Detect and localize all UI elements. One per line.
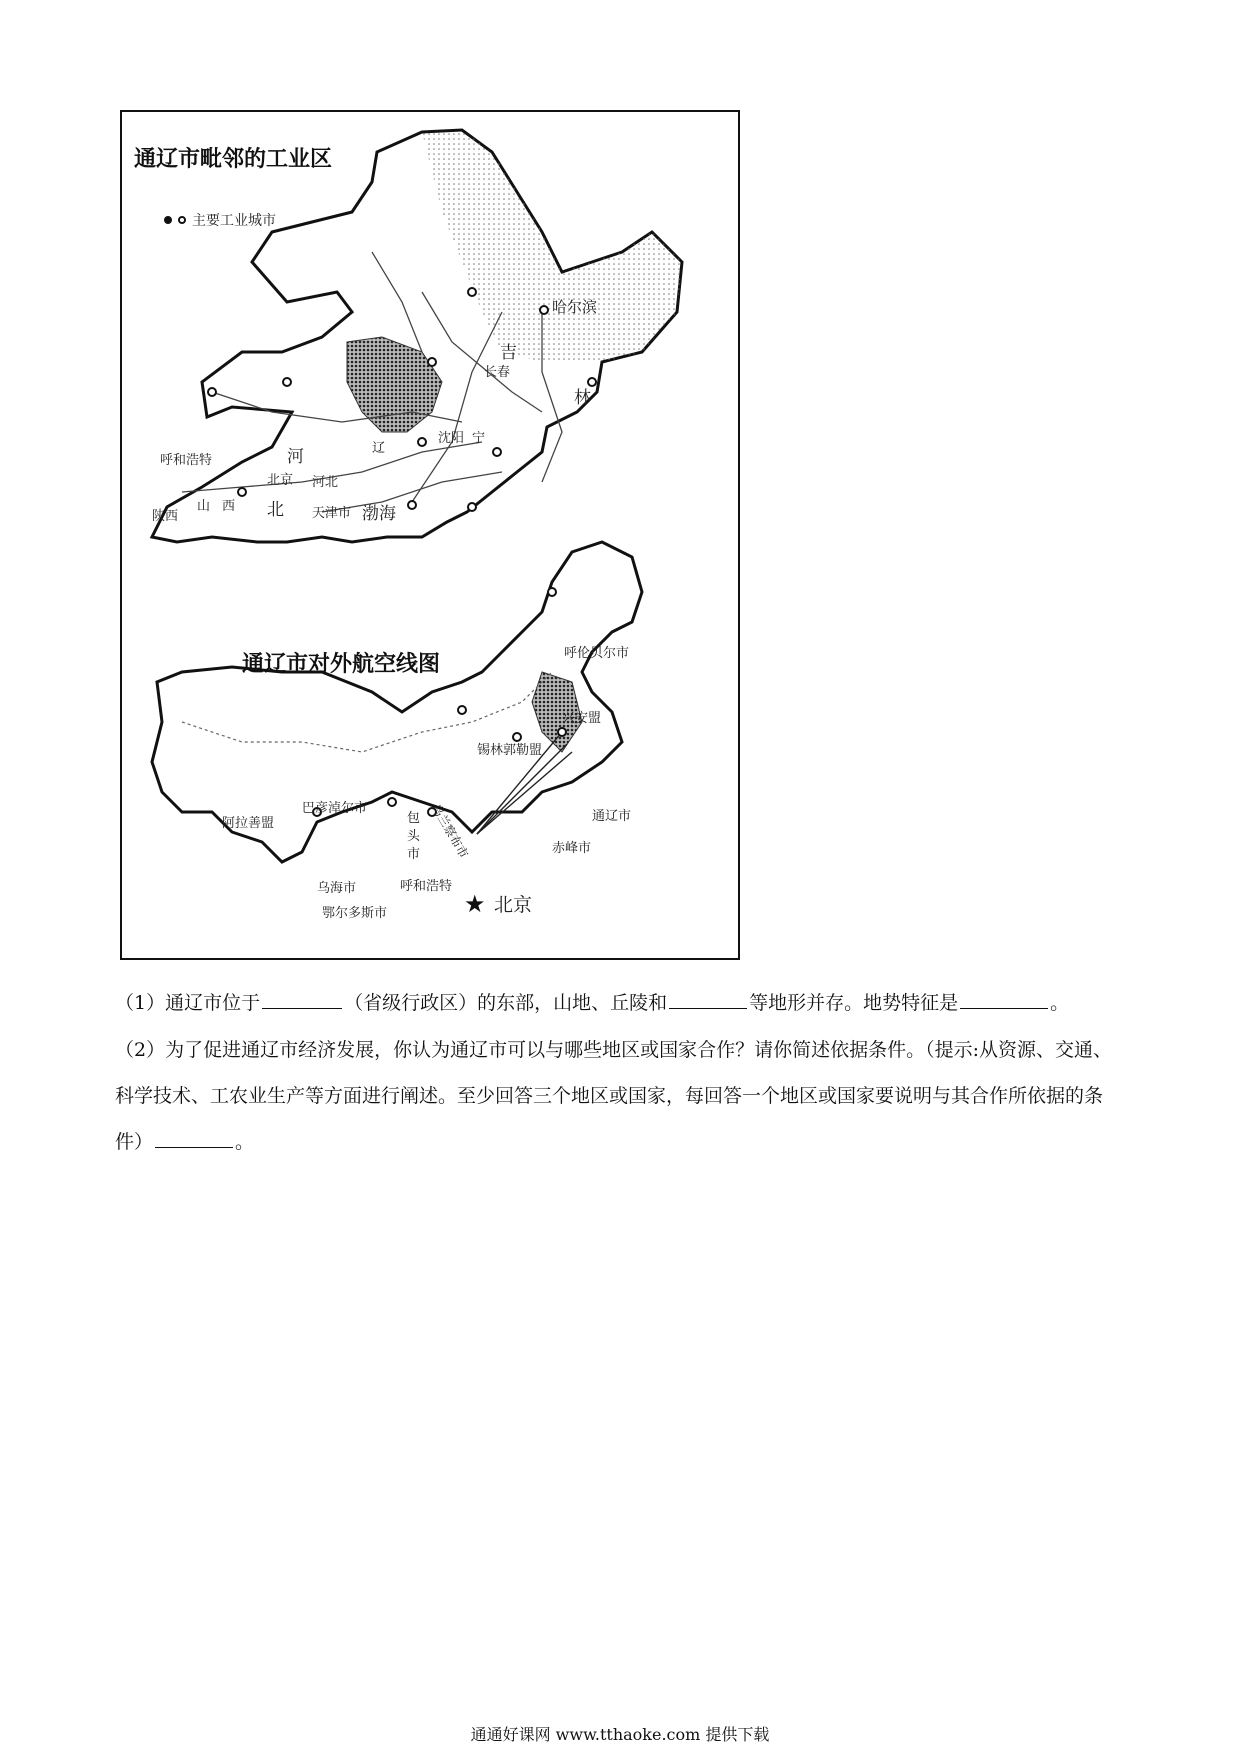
label-tou: 头: [407, 829, 421, 844]
q1-text-d: 。: [1050, 992, 1070, 1014]
map-figure: [120, 110, 740, 960]
label-alxa: 阿拉善盟: [222, 816, 275, 831]
label-xilingol: 锡林郭勒盟: [477, 743, 543, 758]
q1-blank-province[interactable]: [262, 986, 342, 1009]
label-shenyang: 沈阳: [438, 431, 465, 446]
city-markers-bottom: [313, 588, 566, 816]
label-bayannur: 巴彦淖尔市: [302, 801, 368, 816]
q2-text-b: 。: [235, 1131, 255, 1153]
label-tongliao: 通辽市: [592, 809, 632, 824]
label-hebei: 河北: [312, 475, 339, 490]
bottom-map-title: 通辽市对外航空线图: [242, 652, 441, 677]
label-wuhai: 乌海市: [317, 881, 357, 896]
label-ning: 宁: [472, 431, 486, 446]
inner-border: [182, 672, 552, 752]
q2-text-a: （2）为了促进通辽市经济发展，你认为通辽市可以与哪些地区或国家合作？请你简述依据条件。（提示:从资源、交通、科学技术、工农业生产等方面进行阐述。至少回答三个地区或国家，每回答一个地区或国家要说明与其合作所依据的条件）: [115, 1039, 1112, 1153]
label-beijing-bottom: 北京: [494, 894, 533, 916]
label-bao: 包: [407, 811, 421, 826]
map-drawing: [122, 112, 738, 958]
beijing-star-icon: ★: [464, 890, 486, 918]
label-shi: 市: [407, 847, 421, 862]
label-bei: 北: [267, 500, 284, 520]
legend-label: 主要工业城市: [192, 213, 276, 229]
label-hohhot-top: 呼和浩特: [160, 453, 213, 468]
question-1: [115, 980, 1130, 1026]
top-map-title: 通辽市毗邻的工业区: [134, 147, 333, 172]
label-harbin: 哈尔滨: [552, 298, 598, 316]
label-shan: 山: [197, 499, 211, 514]
label-beijing-top: 北京: [267, 473, 294, 488]
q1-text-a: （1）通辽市位于: [115, 992, 261, 1014]
question-2: [115, 1027, 1130, 1165]
label-xi: 西: [222, 499, 236, 514]
label-xinganmeng: 兴安盟: [562, 711, 602, 726]
label-ulanqab: 乌兰察布市: [428, 801, 471, 861]
heilongjiang-shaded-area: [422, 130, 682, 362]
label-shaanxi: 陕西: [152, 509, 179, 524]
label-changchun: 长春: [484, 365, 511, 380]
q1-text-b: （省级行政区）的东部，山地、丘陵和: [344, 992, 668, 1014]
tongliao-dark-area: [347, 337, 442, 432]
label-hulunbuir: 呼伦贝尔市: [564, 646, 630, 661]
label-ji: 吉: [500, 343, 517, 363]
q2-blank-answer[interactable]: [155, 1125, 233, 1148]
map-legend: [164, 210, 276, 230]
q1-blank-feature[interactable]: [960, 986, 1048, 1009]
label-lin: 林: [574, 388, 591, 408]
page-footer: 通通好课网 www.tthaoke.com 提供下载: [470, 1725, 770, 1744]
major-city-dot-icon: [164, 216, 172, 224]
q1-blank-terrain[interactable]: [669, 986, 747, 1009]
label-he: 河: [287, 447, 304, 467]
label-chifeng: 赤峰市: [552, 841, 592, 856]
label-tianjin: 天津市: [312, 506, 352, 521]
label-ordos: 鄂尔多斯市: [322, 906, 388, 921]
label-bohai: 渤海: [362, 504, 396, 524]
label-hohhot-bottom: 呼和浩特: [400, 879, 453, 894]
city-dot-icon: [178, 216, 186, 224]
label-liao: 辽: [372, 441, 386, 456]
q1-text-c: 等地形并存。地势特征是: [749, 992, 959, 1014]
